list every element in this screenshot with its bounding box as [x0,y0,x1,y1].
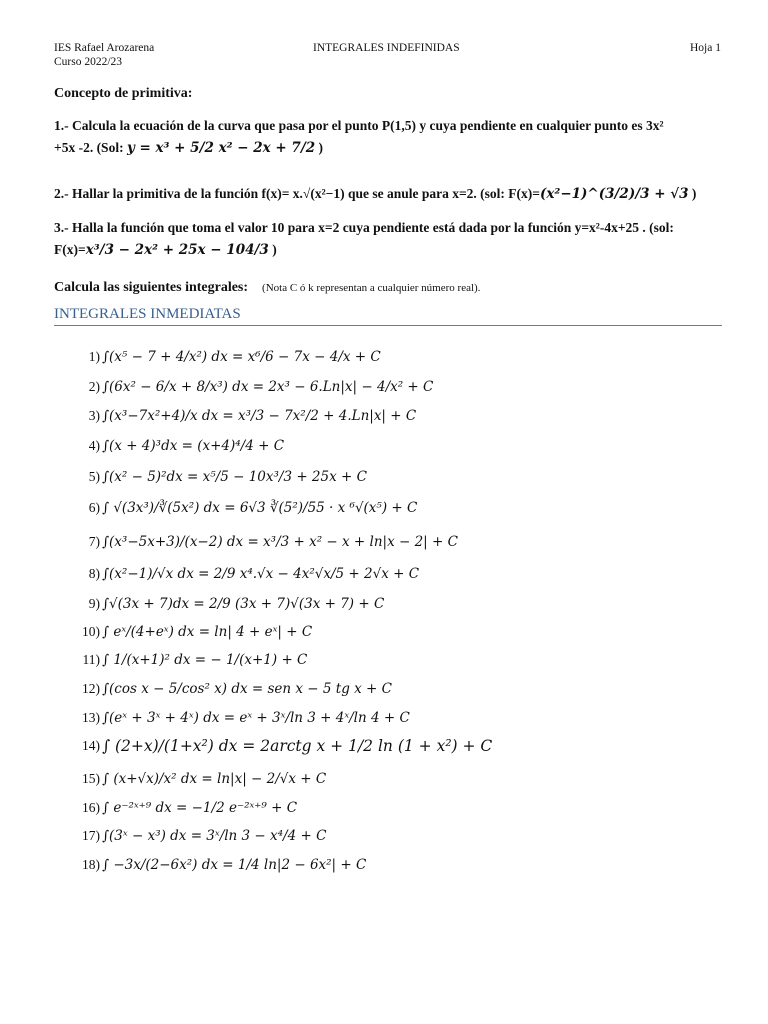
problem-1-line-2: +5x -2. (Sol: y = x³ + 5/2 x² − 2x + 7/2 ) [54,140,324,156]
integral-expression: ∫ e⁻²ˣ⁺⁹ dx = −1/2 e⁻²ˣ⁺⁹ + C [102,800,298,816]
integral-number: 3) [88,408,100,423]
integral-expression: ∫(x³−5x+3)/(x−2) dx = x³/3 + x² − x + ln|x − 2| + C [102,534,458,550]
integral-expression: ∫(x⁵ − 7 + 4/x²) dx = x⁶/6 − 7x − 4/x + C [102,349,381,365]
problem-2-solution: (x²−1)^(3/2)/3 + √3 [539,186,689,202]
integral-number: 15) [82,771,100,786]
integral-item [74,767,326,791]
integral-item [74,496,417,520]
school-name: IES Rafael Arozarena [54,42,155,54]
exercise-note: (Nota C ó k representan a cualquier número real). [262,282,481,294]
exercise-instruction: Calcula las siguientes integrales: (Nota C ó k representan a cualquier número real). [54,280,481,295]
integral-expression: ∫(6x² − 6/x + 8/x³) dx = 2x³ − 6.Ln|x| − 4/x² + C [102,379,434,395]
integral-number: 18) [82,857,100,872]
integral-number: 14) [82,738,100,753]
integral-item [74,404,416,428]
integral-item [74,677,392,701]
problem-1-solution: y = x³ + 5/2 x² − 2x + 7/2 [126,140,316,156]
integral-expression: ∫(x²−1)/√x dx = 2/9 x⁴.√x − 4x²√x/5 + 2√x + C [102,566,420,582]
integral-expression: ∫(x² − 5)²dx = x⁵/5 − 10x³/3 + 25x + C [102,469,367,485]
integral-item [74,562,419,586]
integral-item [74,734,492,758]
problem-2: 2.- Hallar la primitiva de la función f(x)= x.√(x²−1) que se anule para x=2. (sol: F(x)=(x²−1)^(3/2)/3 + √3 ) [54,186,697,202]
problem-3-solution: x³/3 − 2x² + 25x − 104/3 [85,242,269,258]
integral-item [74,375,433,399]
integral-item [74,434,284,458]
integral-number: 9) [88,596,100,611]
integral-expression: ∫ eˣ/(4+eˣ) dx = ln| 4 + eˣ| + C [102,624,313,640]
integral-expression: ∫√(3x + 7)dx = 2/9 (3x + 7)√(3x + 7) + C [102,596,385,612]
integral-number: 7) [88,534,100,549]
integral-number: 16) [82,800,100,815]
integral-item [74,345,381,369]
integral-number: 5) [88,469,100,484]
integral-number: 1) [88,349,100,364]
integral-expression: ∫(x + 4)³dx = (x+4)⁴/4 + C [102,438,285,454]
problem-3-line-1: 3.- Halla la función que toma el valor 10 para x=2 cuya pendiente está dada por la función y=x²-4x+25 . (sol: [54,220,674,235]
integral-item [74,592,384,616]
integral-item [74,796,297,820]
integral-expression: ∫ (2+x)/(1+x²) dx = 2arctg x + 1/2 ln (1 + x²) + C [102,737,493,755]
integral-expression: ∫ 1/(x+1)² dx = − 1/(x+1) + C [102,652,308,668]
section-title-immediate: INTEGRALES INMEDIATAS [54,306,241,322]
integral-expression: ∫ (x+√x)/x² dx = ln|x| − 2/√x + C [102,771,327,787]
integral-expression: ∫(3ˣ − x³) dx = 3ˣ/ln 3 − x⁴/4 + C [102,828,327,844]
problem-1-line-1: 1.- Calcula la ecuación de la curva que pasa por el punto P(1,5) y cuya pendiente en cualquier punto es 3x² [54,118,664,133]
integral-expression: ∫(x³−7x²+4)/x dx = x³/3 − 7x²/2 + 4.Ln|x| + C [102,408,417,424]
integral-expression: ∫ −3x/(2−6x²) dx = 1/4 ln|2 − 6x²| + C [102,857,367,873]
integral-number: 12) [82,681,100,696]
integral-item [74,620,312,644]
problem-3-line-2: F(x)=x³/3 − 2x² + 25x − 104/3 ) [54,242,277,258]
integral-number: 8) [88,566,100,581]
integral-item [74,706,410,730]
integral-number: 11) [82,652,100,667]
integral-number: 6) [88,500,100,515]
integral-number: 4) [88,438,100,453]
integral-number: 13) [82,710,100,725]
integral-item [74,648,307,672]
course-year: Curso 2022/23 [54,56,123,68]
integral-number: 10) [82,624,100,639]
sheet-number: Hoja 1 [690,42,721,54]
integral-number: 2) [88,379,100,394]
integral-expression: ∫(eˣ + 3ˣ + 4ˣ) dx = eˣ + 3ˣ/ln 3 + 4ˣ/ln 4 + C [102,710,410,726]
document-title: INTEGRALES INDEFINIDAS [313,42,460,54]
integral-item [74,465,367,489]
integral-number: 17) [82,828,100,843]
integral-item [74,853,366,877]
section-heading-primitive: Concepto de primitiva: [54,86,193,101]
integral-expression: ∫(cos x − 5/cos² x) dx = sen x − 5 tg x + C [102,681,392,697]
section-divider [54,325,722,326]
integral-expression: ∫ √(3x³)/∛(5x²) dx = 6√3 ∛(5²)/55 · x ⁶√(x⁵) + C [102,500,418,516]
integral-item [74,824,326,848]
integral-item [74,530,458,554]
